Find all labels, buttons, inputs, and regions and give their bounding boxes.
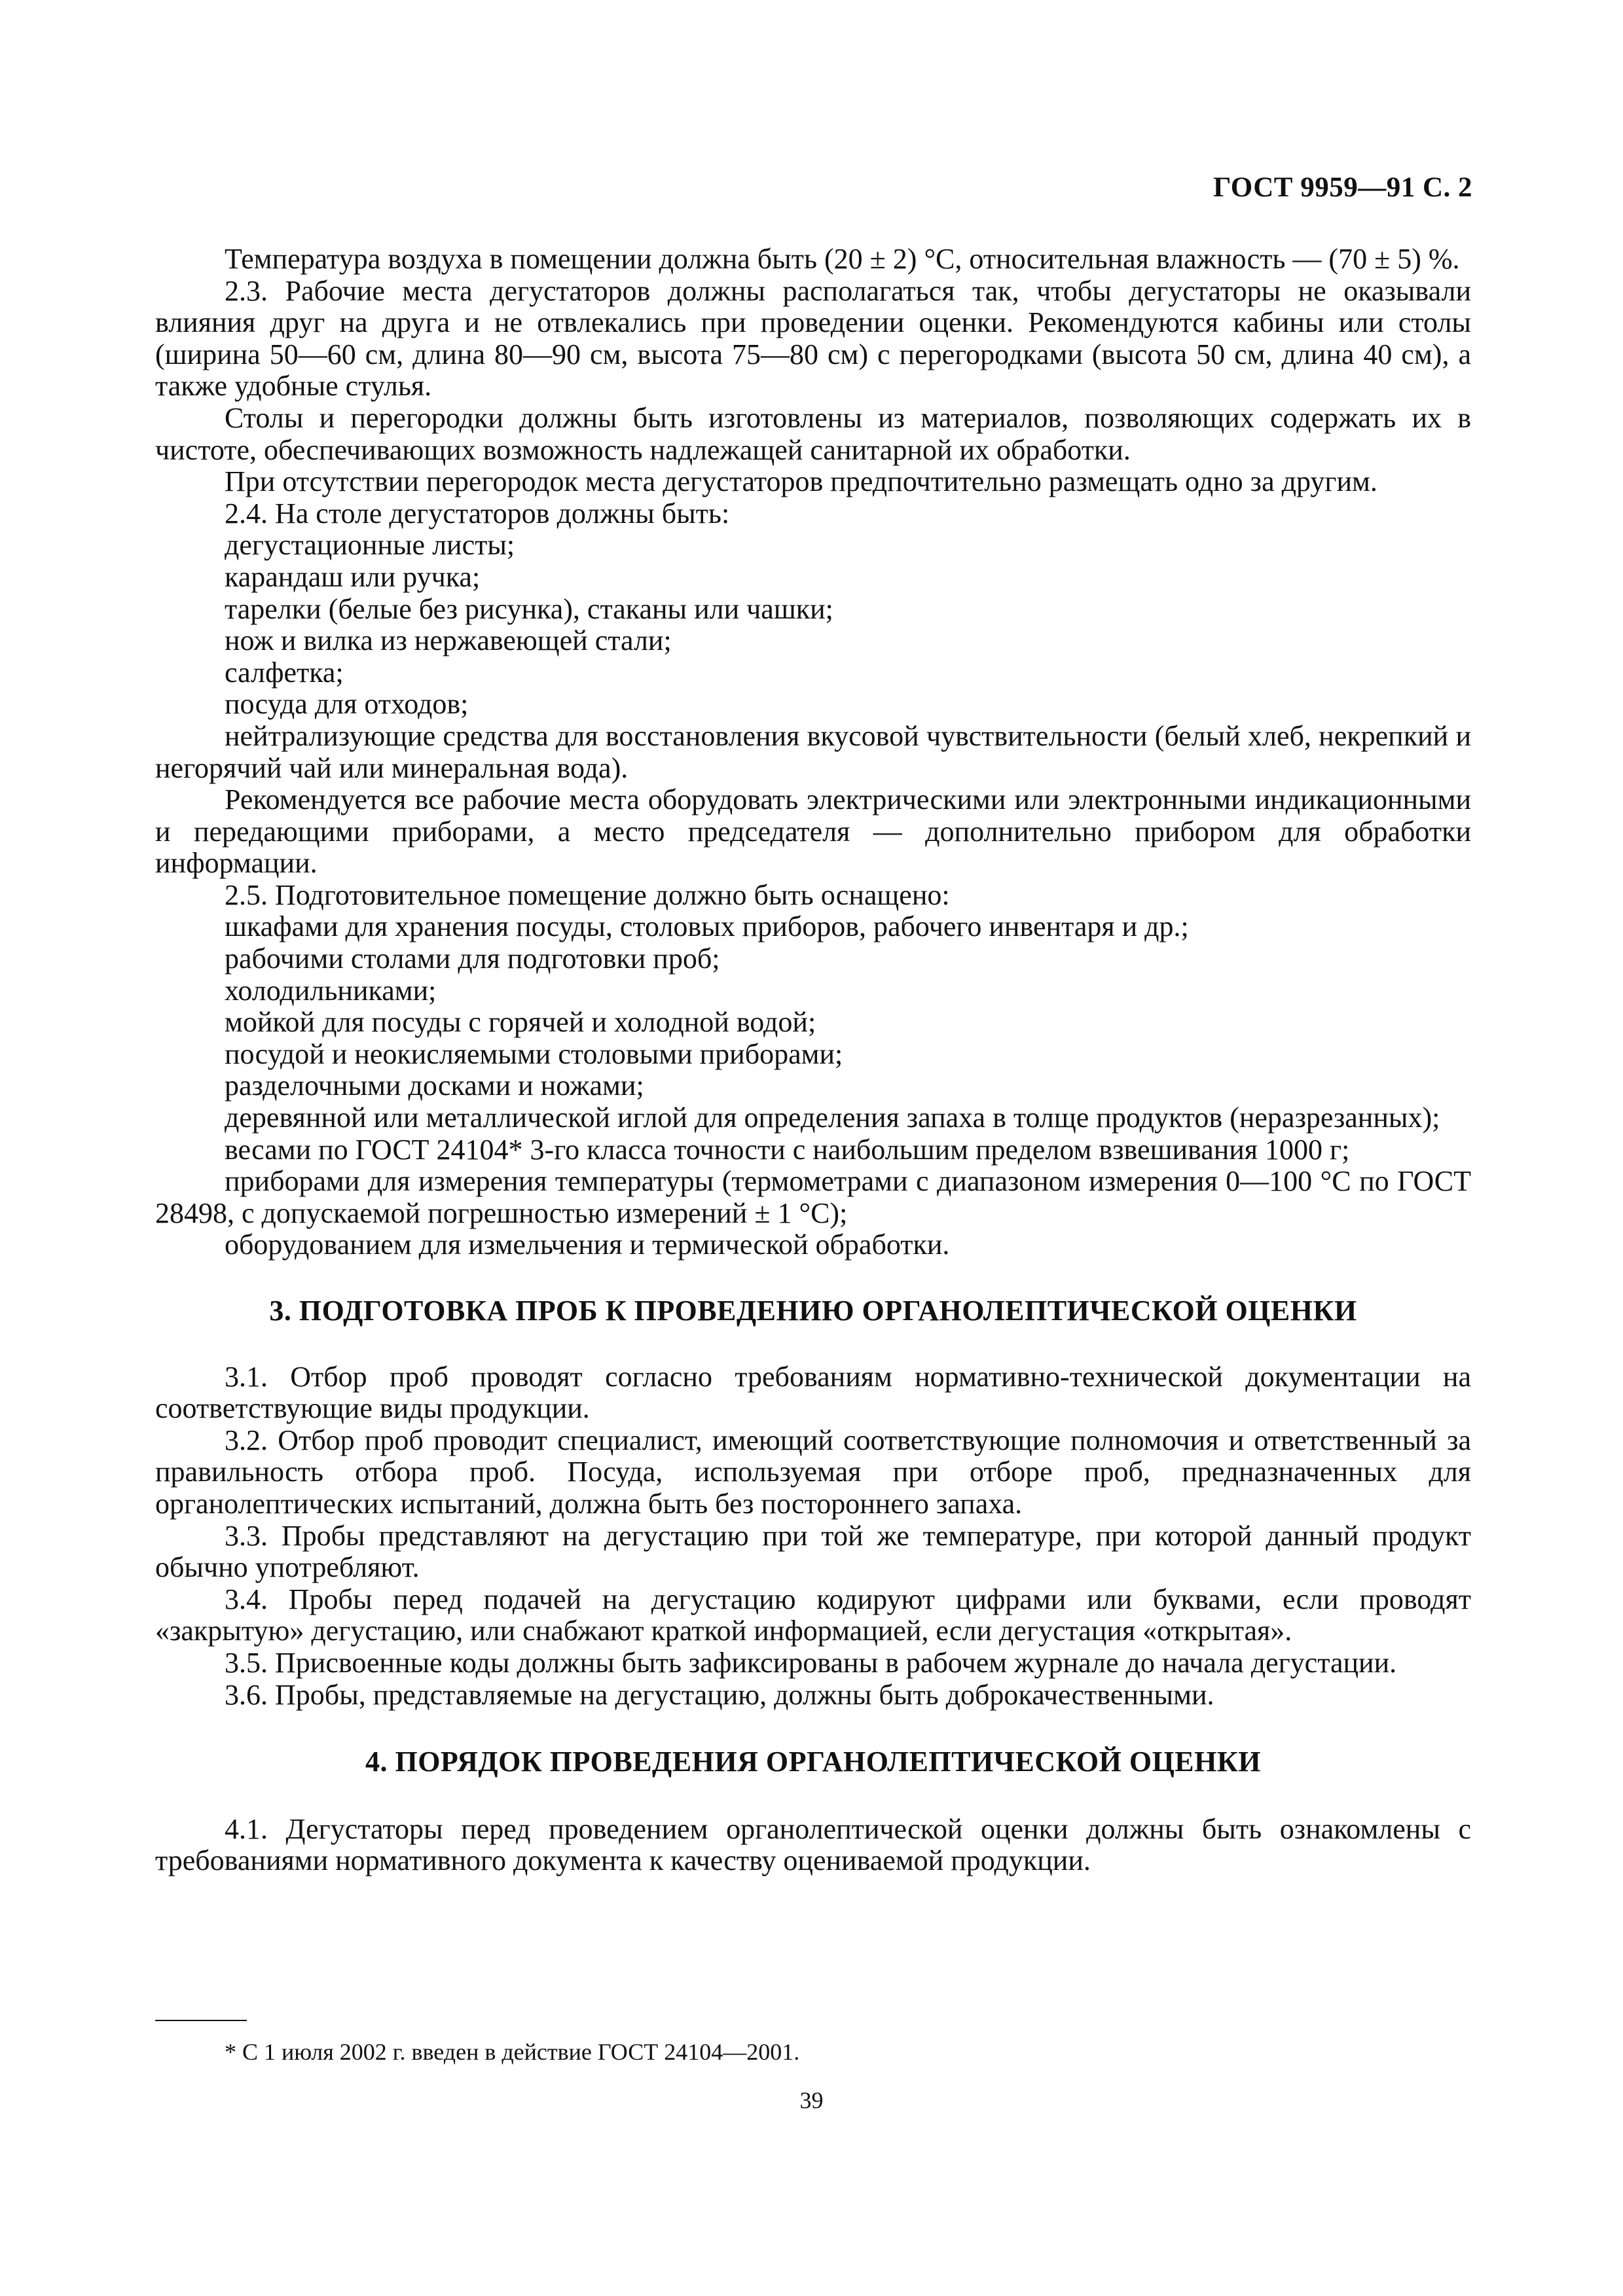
list-item: нож и вилка из нержавеющей стали;: [225, 624, 672, 657]
paragraph: 4.1. Дегустаторы перед проведением органолептической оценки должны быть ознакомлены с требованиями нормативного документа к качеству оцениваемой продукции.: [155, 1812, 1471, 1877]
list-item: посудой и неокисляемыми столовыми приборами;: [225, 1037, 843, 1070]
paragraph: Столы и перегородки должны быть изготовлены из материалов, позволяющих содержать их в чистоте, обеспечивающих возможность надлежащей санитарной их обработки.: [155, 401, 1471, 466]
list-item: холодильниками;: [225, 974, 437, 1007]
list-item: приборами для измерения температуры (термометрами с диапазоном измерения 0—100 °С по ГОСТ 28498, с допускаемой погрешностью измерений ± 1 °С);: [155, 1165, 1471, 1229]
section-3-title: 3. ПОДГОТОВКА ПРОБ К ПРОВЕДЕНИЮ ОРГАНОЛЕПТИЧЕСКОЙ ОЦЕНКИ: [269, 1295, 1357, 1327]
paragraph: 2.5. Подготовительное помещение должно быть оснащено:: [225, 878, 950, 911]
section-2-continuation: [155, 243, 1471, 1261]
list-item: дегустационные листы;: [225, 529, 515, 562]
footnote-separator: [155, 2020, 247, 2021]
list-item: мойкой для посуды с горячей и холодной водой;: [225, 1006, 816, 1039]
list-item: оборудованием для измельчения и термической обработки.: [225, 1229, 950, 1261]
paragraph: Рекомендуется все рабочие места оборудовать электрическими или электронными индикационными и передающими приборами, а место председателя — дополнительно прибором для обработки информации.: [155, 783, 1471, 880]
list-item: весами по ГОСТ 24104* 3-го класса точности с наибольшим пределом взвешивания 1000 г;: [225, 1133, 1350, 1166]
paragraph: 3.3. Пробы представляют на дегустацию при той же температуре, при которой данный продукт обычно употребляют.: [155, 1519, 1471, 1584]
section-4-body: [155, 1814, 1471, 1877]
list-item: тарелки (белые без рисунка), стаканы или чашки;: [225, 592, 833, 625]
list-item: посуда для отходов;: [225, 688, 469, 721]
page-body: [155, 243, 1471, 1877]
paragraph: 3.2. Отбор проб проводит специалист, имеющий соответствующие полномочия и ответственный за правильность отбора проб. Посуда, используемая при отборе проб, предназначенных для органолептических испытаний, должна быть без постороннего запаха.: [155, 1424, 1471, 1520]
list-item: нейтрализующие средства для восстановления вкусовой чувствительности (белый хлеб, некрепкий и негорячий чай или минеральная вода).: [155, 719, 1471, 784]
paragraph: 3.6. Пробы, представляемые на дегустацию, должны быть доброкачественными.: [225, 1678, 1214, 1711]
paragraph: При отсутствии перегородок места дегустаторов предпочтительно размещать одно за другим.: [225, 465, 1377, 498]
paragraph: 2.4. На столе дегустаторов должны быть:: [225, 497, 730, 529]
paragraph: 3.4. Пробы перед подачей на дегустацию кодируют цифрами или буквами, если проводят «закрытую» дегустацию, или снабжают краткой информацией, если дегустация «открытая».: [155, 1583, 1471, 1647]
page-number: 39: [799, 2087, 824, 2113]
list-item: разделочными досками и ножами;: [225, 1069, 644, 1102]
paragraph: 3.5. Присвоенные коды должны быть зафиксированы в рабочем журнале до начала дегустации.: [225, 1646, 1397, 1679]
list-item: карандаш или ручка;: [225, 560, 481, 593]
footnote: * С 1 июля 2002 г. введен в действие ГОСТ 24104—2001.: [225, 2039, 800, 2065]
paragraph: 2.3. Рабочие места дегустаторов должны располагаться так, чтобы дегустаторы не оказывали влияния друг на друга и не отвлекались при проведении оценки. Рекомендуются кабины или столы (ширина 50—60 см, длина 80—90 см, высота 75—80 см) с перегородками (высота 50 см, длина 40 см), а также удобные стулья.: [155, 274, 1471, 403]
list-item: рабочими столами для подготовки проб;: [225, 942, 720, 975]
paragraph: 3.1. Отбор проб проводят согласно требованиям нормативно-технической документации на соответствующие виды продукции.: [155, 1360, 1471, 1425]
list-item: шкафами для хранения посуды, столовых приборов, рабочего инвентаря и др.;: [225, 910, 1189, 943]
section-4-title: 4. ПОРЯДОК ПРОВЕДЕНИЯ ОРГАНОЛЕПТИЧЕСКОЙ ОЦЕНКИ: [365, 1746, 1261, 1778]
list-item: салфетка;: [225, 656, 344, 689]
paragraph: Температура воздуха в помещении должна быть (20 ± 2) °С, относительная влажность — (70 ± 5) %.: [225, 243, 1460, 275]
section-3-body: [155, 1361, 1471, 1712]
list-item: деревянной или металлической иглой для определения запаха в толще продуктов (неразрезанных);: [225, 1102, 1440, 1134]
running-header: ГОСТ 9959—91 С. 2: [1213, 172, 1472, 203]
